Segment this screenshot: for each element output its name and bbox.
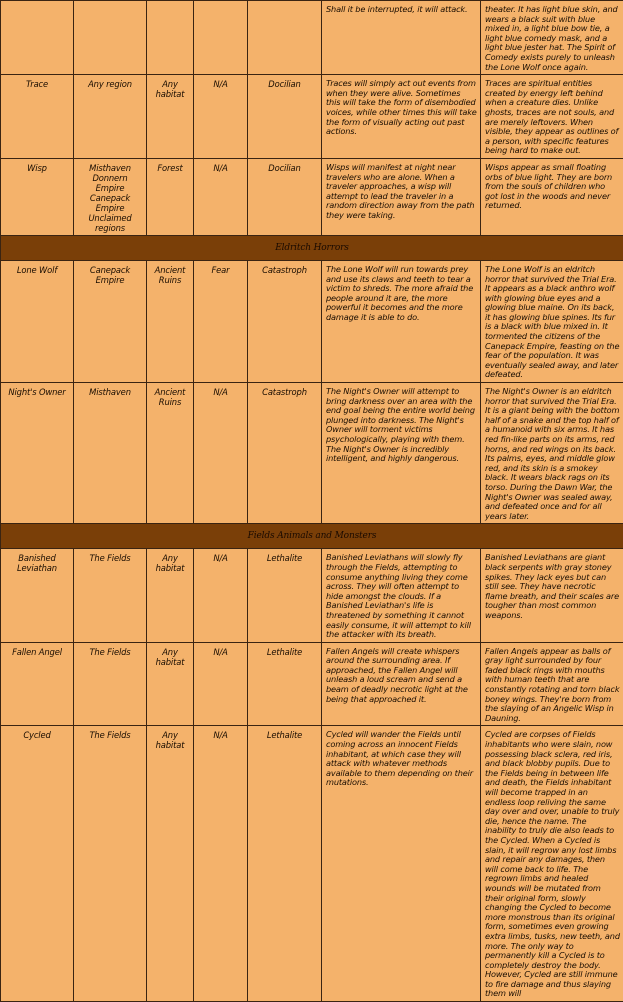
habitat-cell: Any habitat: [147, 75, 194, 159]
creature-name-cell: Fallen Angel: [1, 642, 74, 726]
region-line: Misthaven: [77, 163, 143, 173]
section-title: Fields Animals and Monsters: [1, 524, 623, 549]
habitat-cell: [147, 383, 194, 524]
table-row: [1, 1, 623, 75]
section-title: Eldritch Horrors: [1, 235, 623, 260]
region-cell: Misthaven: [74, 383, 147, 524]
behavior-cell: Shall it be interrupted, it will attack.: [322, 1, 481, 75]
description-cell: Cycled are corpses of Fields inhabitants who were slain, now possessing black sclera, red iris, and black blobby pupils. Due to the Fields being in between life and death, the Fields inhabitant will become trapped in an endless loop reliving the same day over and over, unable to truly die, hence the name. The inability to truly die also leads to the Cycled. When a Cycled is slain, it will regrow any lost limbs and repair any damages, then will come back to life. The regrown limbs and healed wounds will be mutated from their original form, slowly changing the Cycled to become more monstrous than its original form, sometimes even growing extra limbs, tusks, new teeth, and more. The only way to permanently kill a Cycled is to completely destroy the body. However, Cycled are still immune to fire damage and thus slaying them will: [481, 726, 623, 1002]
weakness-cell: [194, 1, 248, 75]
habitat-cell: Any habitat: [147, 642, 194, 726]
behavior-cell: Fallen Angels will create whispers around the surrounding area. If approached, the Fallen Angel will unleash a loud scream and send a beam of deadly necrotic light at the being that approached it.: [322, 642, 481, 726]
danger-level-cell: Lethalite: [248, 549, 322, 642]
danger-level-cell: Catastroph: [248, 383, 322, 524]
habitat-cell: Any habitat: [147, 726, 194, 1002]
behavior-cell: Cycled will wander the Fields until coming across an innocent Fields inhabitant, at which case they will attack with whatever methods available to them depending on their mutations.: [322, 726, 481, 1002]
weakness-cell: N/A: [194, 726, 248, 1002]
habitat-line: Ancient: [150, 387, 190, 397]
weakness-cell: N/A: [194, 549, 248, 642]
danger-level-cell: Docilian: [248, 75, 322, 159]
habitat-cell: Forest: [147, 158, 194, 235]
behavior-cell: The Night's Owner will attempt to bring darkness over an area with the end goal being the entire world being plunged into darkness. The Night's Owner will torment victims psychologically, playing with them. The Night's Owner is incredibly intelligent, and highly dangerous.: [322, 383, 481, 524]
danger-level-cell: Catastroph: [248, 260, 322, 382]
region-cell: Canepack Empire: [74, 260, 147, 382]
habitat-line: Ancient: [150, 265, 190, 275]
weakness-cell: N/A: [194, 75, 248, 159]
habitat-cell: [147, 1, 194, 75]
weakness-cell: N/A: [194, 642, 248, 726]
creature-name-cell: Lone Wolf: [1, 260, 74, 382]
region-line: Canepack Empire: [77, 193, 143, 213]
behavior-cell: Banished Leviathans will slowly fly through the Fields, attempting to consume anything living they come across. They will often attempt to hide amongst the clouds. If a Banished Leviathan's life is threatened by something it cannot easily consume, it will attempt to kill the attacker with its breath.: [322, 549, 481, 642]
description-cell: The Night's Owner is an eldritch horror that survived the Trial Era. It is a giant being with the bottom half of a snake and the top half of a humanoid with six arms. It has red fin-like parts on its arms, red horns, and red wings on its back. Its palms, eyes, and middle glow red, and its skin is a smokey black. It wears black rags on its torso. During the Dawn War, the Night's Owner was sealed away, and defeated once and for all years later.: [481, 383, 623, 524]
table-row: [1, 642, 623, 726]
region-cell: The Fields: [74, 549, 147, 642]
table-row: [1, 75, 623, 159]
habitat-line: Ruins: [150, 275, 190, 285]
description-cell: Banished Leviathans are giant black serpents with gray stoney spikes. They lack eyes but can still see. They have necrotic flame breath, and their scales are tougher than most common weapons.: [481, 549, 623, 642]
description-cell: theater. It has light blue skin, and wears a black suit with blue mixed in, a light blue bow tie, a light blue comedy mask, and a light blue jester hat. The Spirit of Comedy exists purely to unleash the Lone Wolf once again.: [481, 1, 623, 75]
creature-name-cell: Banished Leviathan: [1, 549, 74, 642]
weakness-cell: N/A: [194, 158, 248, 235]
behavior-cell: Traces will simply act out events from when they were alive. Sometimes this will take the form of disembodied voices, while other times this will take the form of visually acting out past actions.: [322, 75, 481, 159]
habitat-cell: [147, 260, 194, 382]
weakness-cell: N/A: [194, 383, 248, 524]
habitat-cell: Any habitat: [147, 549, 194, 642]
region-line: Donnern Empire: [77, 173, 143, 193]
danger-level-cell: Lethalite: [248, 642, 322, 726]
table-row: [1, 383, 623, 524]
region-cell: The Fields: [74, 726, 147, 1002]
region-cell: [74, 1, 147, 75]
creature-name-cell: Night's Owner: [1, 383, 74, 524]
region-cell: [74, 158, 147, 235]
region-cell: Any region: [74, 75, 147, 159]
description-cell: Fallen Angels appear as balls of gray light surrounded by four faded black rings with mouths with human teeth that are constantly rotating and torn black boney wings. They're born from the slaying of an Angelic Wisp in Dauning.: [481, 642, 623, 726]
danger-level-cell: Lethalite: [248, 726, 322, 1002]
creature-name-cell: [1, 1, 74, 75]
behavior-cell: Wisps will manifest at night near travelers who are alone. When a traveler approaches, a wisp will attempt to lead the traveler in a random direction away from the path they were taking.: [322, 158, 481, 235]
danger-level-cell: [248, 1, 322, 75]
table-row: [1, 260, 623, 382]
weakness-cell: Fear: [194, 260, 248, 382]
table-row: [1, 549, 623, 642]
creature-name-cell: Wisp: [1, 158, 74, 235]
behavior-cell: The Lone Wolf will run towards prey and use its claws and teeth to tear a victim to shreds. The more afraid the people around it are, the more powerful it becomes and the more damage it is able to do.: [322, 260, 481, 382]
table-row: [1, 158, 623, 235]
creature-name-cell: Cycled: [1, 726, 74, 1002]
description-cell: Traces are spiritual entities created by energy left behind when a creature dies. Unlike ghosts, traces are not souls, and are merely leftovers. When visible, they appear as outlines of a person, with specific features being hard to make out.: [481, 75, 623, 159]
region-line: Unclaimed regions: [77, 213, 143, 233]
region-cell: The Fields: [74, 642, 147, 726]
creature-name-cell: Trace: [1, 75, 74, 159]
section-header-row: [1, 524, 623, 549]
table-row: [1, 726, 623, 1002]
description-cell: The Lone Wolf is an eldritch horror that survived the Trial Era. It appears as a black anthro wolf with glowing blue eyes and a glowing blue maine. On its back, it has glowing blue spines. Its fur is a black with blue mixed in. It tormented the citizens of the Canepack Empire, feasting on the fear of the population. It was eventually sealed away, and later defeated.: [481, 260, 623, 382]
section-header-row: [1, 235, 623, 260]
description-cell: Wisps appear as small floating orbs of blue light. They are born from the souls of children who got lost in the woods and never returned.: [481, 158, 623, 235]
danger-level-cell: Docilian: [248, 158, 322, 235]
habitat-line: Ruins: [150, 397, 190, 407]
